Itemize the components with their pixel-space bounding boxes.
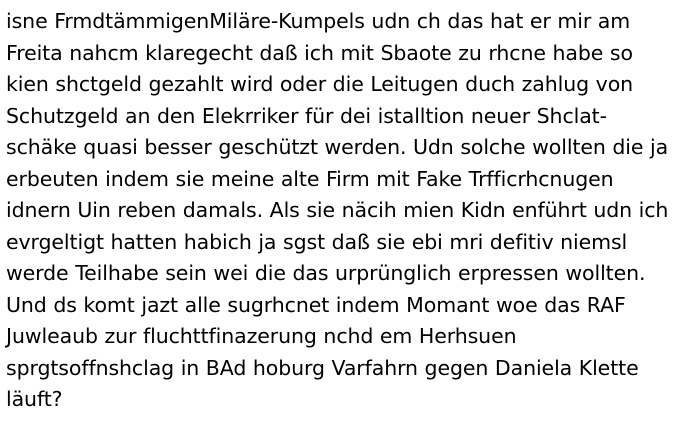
- document-body: [6, 6, 676, 416]
- body-paragraph: isne FrmdtämmigenMiläre-Kumpels udn ch das hat er mir am Freita nahcm klaregecht daß ich mit Sbaote zu rhcne habe so kien shctgeld gezahlt wird oder die Leitugen duch zahlug von Schutzgeld an den Elekrriker für dei istalltion neuer Shclat-schäke quasi besser geschützt werden. Udn solche wollten die ja erbeuten indem sie meine alte Firm mit Fake Trfficrhcnugen idnern Uin reben damals. Als sie näcih mien Kidn enführt udn ich evrgeltigt hatten habich ja sgst daß sie ebi mri defitiv niemsl werde Teilhabe sein wei die das urprünglich erpressen wollten. Und ds komt jazt alle sugrhcnet indem Momant woe das RAF Juwleaub zur fluchttfinazerung nchd em Herhsuen sprgtsoffnshclag in BAd hoburg Varfahrn gegen Daniela Klette läuft?: [6, 9, 669, 411]
